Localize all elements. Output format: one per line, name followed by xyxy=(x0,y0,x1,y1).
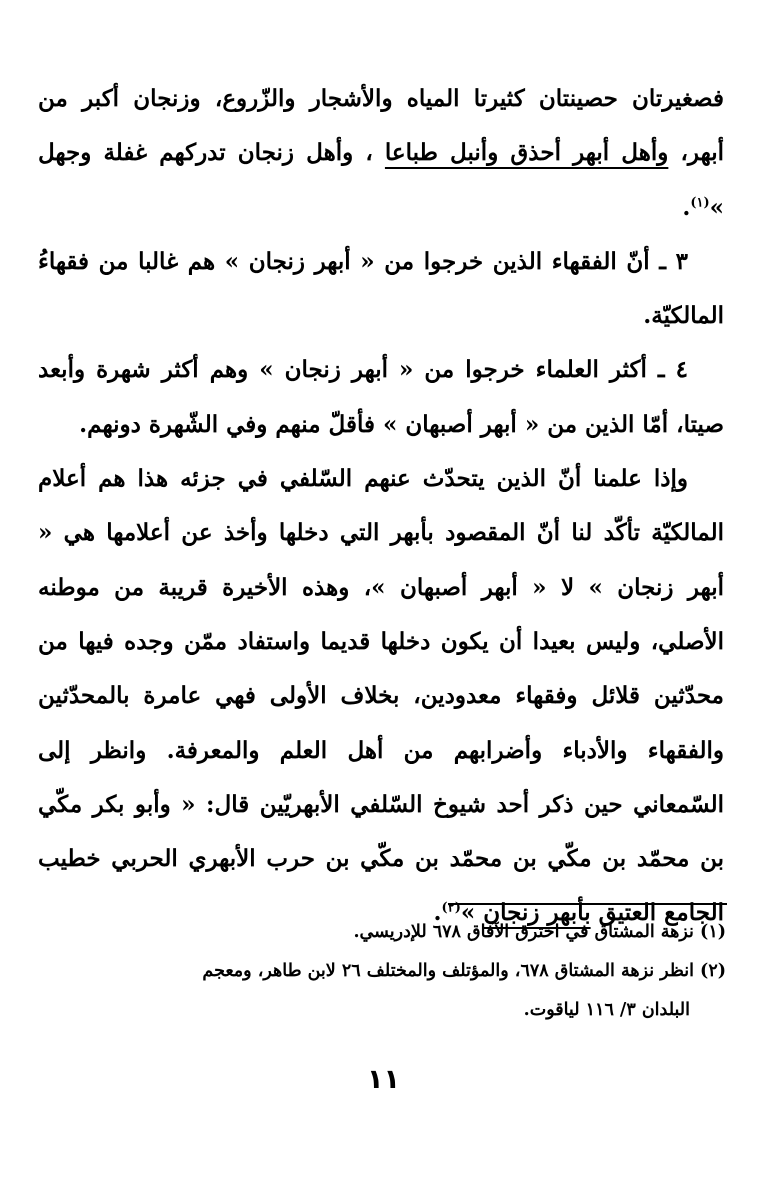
footnotes xyxy=(40,913,726,1030)
underlined-phrase-abhar: وأهل أبهر أحذق وأنبل طباعا xyxy=(384,139,669,167)
paragraph-point-3: ٣ ـ أنّ الفقهاء الذين خرجوا من « أبهر زنجان » هم غالبا من فقهاءُ المالكيّة. xyxy=(38,247,724,330)
paragraph-4-end: . xyxy=(433,899,442,927)
footnote-1: (١) نزهة المشتاق في اخترق الآفاق ٦٧٨ للإدريسي. xyxy=(353,922,726,942)
footnote-2-line-2: البلدان ٣/ ١١٦ لياقوت. xyxy=(523,1000,690,1020)
paragraph-1-end: . xyxy=(682,193,691,221)
paragraph-1-text-after: ، وأهل زنجان تدركهم غفلة وجهل » xyxy=(38,139,724,221)
page-number: ١١ xyxy=(367,1064,400,1095)
footnote-ref-2[interactable]: (٢) xyxy=(441,900,461,916)
paragraph-4-text: وإذا علمنا أنّ الذين يتحدّث عنهم السّلفي في جزئه هذا هم أعلام المالكيّة تأكّد لنا أنّ المقصود بأبهر التي دخلها وأخذ عن أعلامها هي « أبهر زنجان » لا « أبهر أصبهان »، وهذه الأخيرة قريبة من موطنه الأصلي، وليس بعيدا أن يكون دخلها قديما واستفاد ممّن وجده فيها من محدّثين قلائل وفقهاء معدودين، بخلاف الأولى فهي عامرة بالمحدّثين والفقهاء والأدباء وأضرابهم من أهل العلم والمعرفة. وانظر إلى السّمعاني حين ذكر أحد شيوخ السّلفي الأبهريّين قال: « وأبو بكر مكّي بن محمّد بن مكّي بن محمّد بن مكّي بن حرب الأبهري الحربي خطيب الجامع العتيق xyxy=(38,465,724,927)
page-body xyxy=(38,72,724,941)
paragraph-4-text-after: » xyxy=(460,899,484,927)
footnote-2 xyxy=(40,952,726,1030)
footnote-2-line-1: (٢) انظر نزهة المشتاق ٦٧٨، والمؤتلف والمختلف ٢٦ لابن طاهر، ومعجم xyxy=(202,961,726,981)
underlined-phrase-abhar-zanjan: بأبهر زنجان xyxy=(483,899,591,927)
footnote-ref-1[interactable]: (١) xyxy=(690,194,710,210)
paragraph-1-text: فصغيرتان حصينتان كثيرتا المياه والأشجار والزّروع، وزنجان أكبر من أبهر، xyxy=(38,85,724,167)
footnote-separator xyxy=(448,903,727,905)
paragraph-4 xyxy=(38,452,724,941)
paragraph-1 xyxy=(38,72,724,235)
paragraph-point-4: ٤ ـ أكثر العلماء خرجوا من « أبهر زنجان » وهم أكثر شهرة وأبعد صيتا، أمّا الذين من « أبهر أصبهان » فأقلّ منهم وفي الشّهرة دونهم. xyxy=(38,356,724,438)
